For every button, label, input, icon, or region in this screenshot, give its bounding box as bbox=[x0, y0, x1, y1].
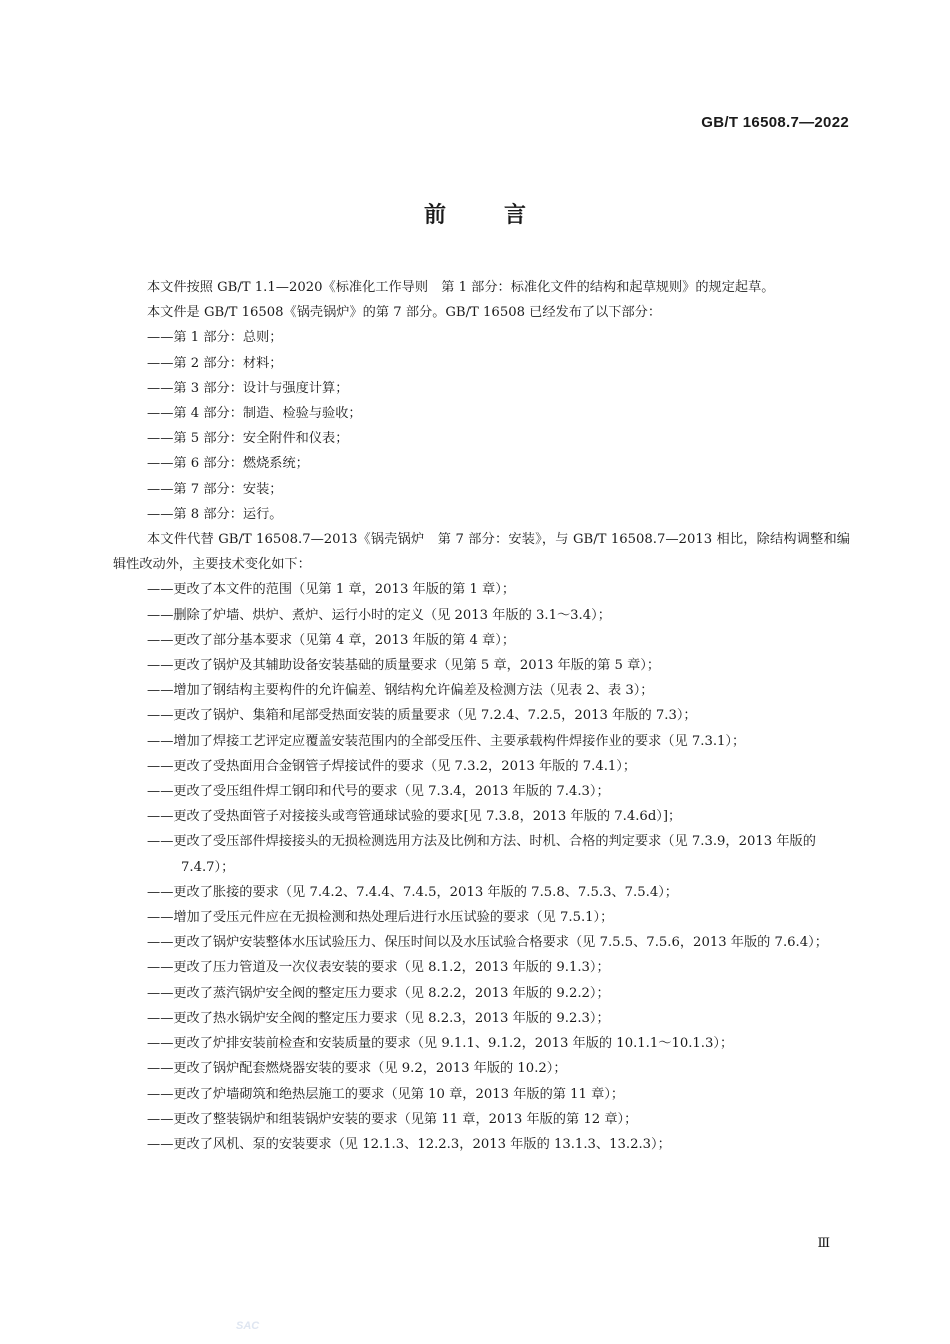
page-title: 前言 bbox=[423, 203, 584, 228]
change-list-item: ——增加了受压元件应在无损检测和热处理后进行水压试验的要求（见 7.5.1）； bbox=[147, 910, 614, 926]
change-list-item: ——更改了受压组件焊工钢印和代号的要求（见 7.3.4，2013 年版的 7.4.3）； bbox=[147, 784, 610, 800]
change-list-item: ——更改了本文件的范围（见第 1 章，2013 年版的第 1 章）； bbox=[147, 582, 516, 598]
change-list-item: ——更改了受压部件焊接接头的无损检测选用方法及比例和方法、时机、合格的判定要求（见 7.3.9，2013 年版的 7.4.7）； bbox=[147, 834, 816, 875]
part-list-item: ——第 6 部分：燃烧系统； bbox=[147, 456, 309, 472]
change-list-item: ——更改了风机、泵的安装要求（见 12.1.3、12.2.3，2013 年版的 13.1.3、13.2.3）； bbox=[147, 1136, 671, 1152]
changes-list bbox=[113, 577, 850, 1157]
part-list-item: ——第 2 部分：材料； bbox=[147, 355, 283, 371]
change-list-item: ——更改了受热面用合金钢管子焊接试件的要求（见 7.3.2，2013 年版的 7.4.1）； bbox=[147, 758, 637, 774]
part-list-item: ——第 4 部分：制造、检验与验收； bbox=[147, 406, 362, 422]
replace-paragraph: 本文件代替 GB/T 16508.7—2013《锅壳锅炉 第 7 部分：安装》，与 GB/T 16508.7—2013 相比，除结构调整和编辑性改动外，主要技术变化如下： bbox=[113, 532, 850, 573]
parts-list bbox=[113, 325, 850, 527]
intro-paragraph-1: 本文件按照 GB/T 1.1—2020《标准化工作导则 第 1 部分：标准化文件的结构和起草规则》的规定起草。 bbox=[147, 280, 775, 295]
page-number: Ⅲ bbox=[817, 1236, 830, 1251]
sac-watermark: SAC bbox=[236, 1320, 260, 1332]
change-list-item: ——增加了焊接工艺评定应覆盖安装范围内的全部受压件、主要承载构件焊接作业的要求（见 7.3.1）； bbox=[147, 733, 746, 749]
change-list-item: ——更改了部分基本要求（见第 4 章，2013 年版的第 4 章）； bbox=[147, 632, 516, 648]
change-list-item: ——更改了锅炉、集箱和尾部受热面安装的质量要求（见 7.2.4、7.2.5，2013 年版的 7.3）； bbox=[147, 708, 697, 724]
document-body bbox=[113, 275, 850, 1157]
part-list-item: ——第 1 部分：总则； bbox=[147, 330, 283, 346]
change-list-item: ——更改了热水锅炉安全阀的整定压力要求（见 8.2.3，2013 年版的 9.2.3）； bbox=[147, 1010, 610, 1026]
part-list-item: ——第 8 部分：运行。 bbox=[147, 506, 283, 522]
intro-paragraph-2: 本文件是 GB/T 16508《锅壳锅炉》的第 7 部分。GB/T 16508 已经发布了以下部分： bbox=[147, 305, 662, 321]
change-list-item: ——更改了蒸汽锅炉安全阀的整定压力要求（见 8.2.2，2013 年版的 9.2.2）； bbox=[147, 985, 610, 1001]
change-list-item: ——更改了锅炉及其辅助设备安装基础的质量要求（见第 5 章，2013 年版的第 5 章）； bbox=[147, 658, 661, 674]
part-list-item: ——第 5 部分：安全附件和仪表； bbox=[147, 431, 349, 447]
part-list-item: ——第 7 部分：安装； bbox=[147, 481, 283, 497]
change-list-item: ——更改了胀接的要求（见 7.4.2、7.4.4、7.4.5，2013 年版的 7.5.8、7.5.3、7.5.4）； bbox=[147, 884, 678, 900]
change-list-item: ——更改了压力管道及一次仪表安装的要求（见 8.1.2，2013 年版的 9.1.3）； bbox=[147, 960, 610, 976]
change-list-item: ——更改了锅炉配套燃烧器安装的要求（见 9.2，2013 年版的 10.2）； bbox=[147, 1061, 567, 1077]
change-list-item: ——更改了炉墙砌筑和绝热层施工的要求（见第 10 章，2013 年版的第 11 章）； bbox=[147, 1086, 625, 1102]
change-list-item: ——删除了炉墙、烘炉、煮炉、运行小时的定义（见 2013 年版的 3.1～3.4）； bbox=[147, 607, 611, 623]
standard-code: GB/T 16508.7—2022 bbox=[701, 114, 849, 131]
change-list-item: ——更改了锅炉安装整体水压试验压力、保压时间以及水压试验合格要求（见 7.5.5、7.5.6，2013 年版的 7.6.4）； bbox=[147, 935, 828, 951]
change-list-item: ——增加了钢结构主要构件的允许偏差、钢结构允许偏差及检测方法（见表 2、表 3）； bbox=[147, 683, 654, 699]
change-list-item: ——更改了炉排安装前检查和安装质量的要求（见 9.1.1、9.1.2，2013 年版的 10.1.1～10.1.3）； bbox=[147, 1036, 734, 1052]
part-list-item: ——第 3 部分：设计与强度计算； bbox=[147, 380, 349, 396]
change-list-item: ——更改了整装锅炉和组装锅炉安装的要求（见第 11 章，2013 年版的第 12 章）； bbox=[147, 1111, 638, 1127]
change-list-item: ——更改了受热面管子对接接头或弯管通球试验的要求[见 7.3.8，2013 年版的 7.4.6d）]； bbox=[147, 809, 682, 825]
